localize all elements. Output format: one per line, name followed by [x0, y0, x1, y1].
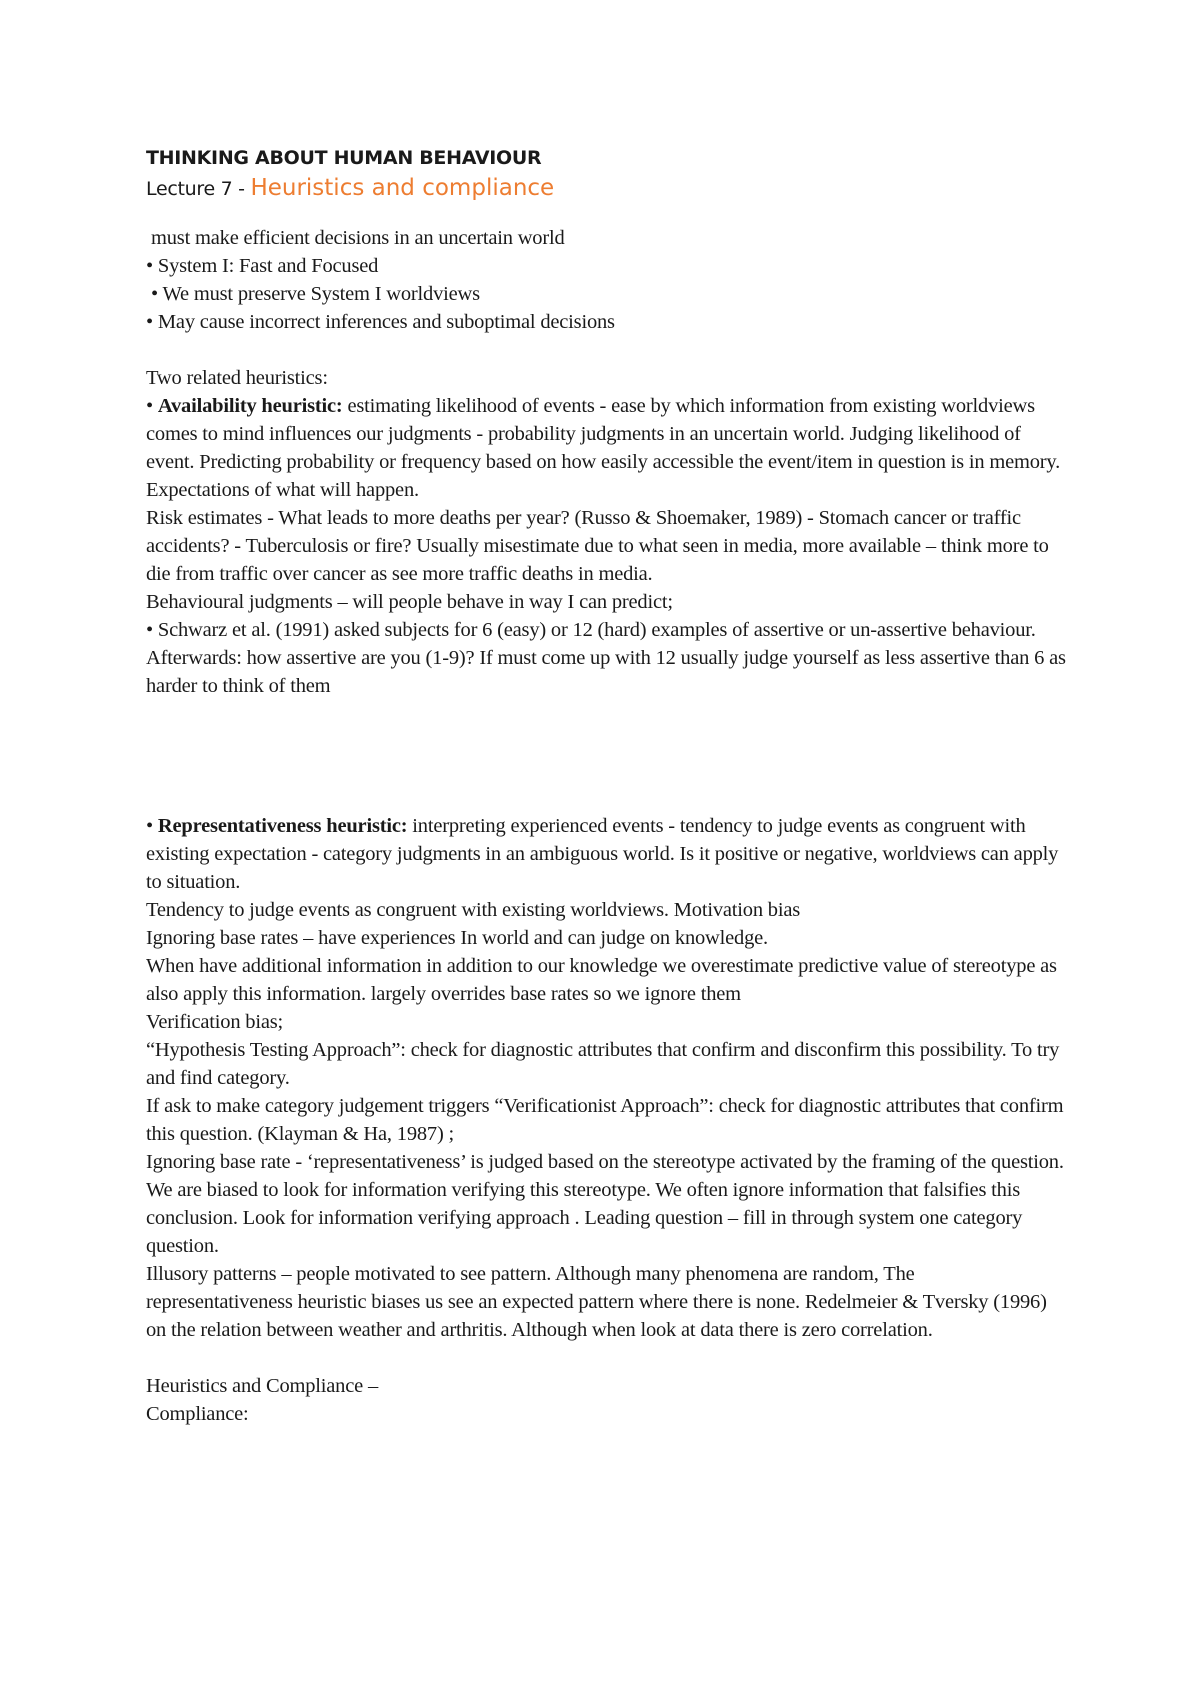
availability-term: Availability heuristic:	[157, 394, 343, 417]
representativeness-term: Representativeness heuristic:	[157, 814, 408, 837]
rep-paragraph: Tendency to judge events as congruent with existing worldviews. Motivation bias	[146, 898, 801, 921]
document-page	[146, 147, 1066, 1428]
schwarz-paragraph: • Schwarz et al. (1991) asked subjects for 6 (easy) or 12 (hard) examples of assertive or un-assertive behaviour. Afterwards: how assertive are you (1-9)? If must come up with 12 usually judge yourself as less assertive than 6 as harder to think of them	[146, 618, 1066, 697]
rep-paragraph: Ignoring base rates – have experiences In world and can judge on knowledge.	[146, 926, 768, 949]
behavioural-paragraph: Behavioural judgments – will people behave in way I can predict;	[146, 590, 673, 613]
compliance-heading: Heuristics and Compliance –	[146, 1374, 379, 1397]
intro-line: • May cause incorrect inferences and suboptimal decisions	[146, 310, 615, 333]
intro-line: • System I: Fast and Focused	[146, 254, 379, 277]
rep-paragraph: If ask to make category judgement triggers “Verificationist Approach”: check for diagnostic attributes that confirm this question. (Klayman & Ha, 1987) ;	[146, 1094, 1064, 1145]
lecture-label: Lecture 7 -	[146, 177, 251, 200]
compliance-label: Compliance:	[146, 1402, 249, 1425]
representativeness-text: interpreting experienced events - tendency to judge events as congruent with existing expectation - category judgments in an ambiguous world. Is it positive or negative, worldviews can apply to situation.	[146, 814, 1059, 893]
rep-paragraph: “Hypothesis Testing Approach”: check for diagnostic attributes that confirm and disconfirm this possibility. To try and find category.	[146, 1038, 1060, 1089]
lecture-heading	[146, 174, 1066, 204]
document-title: THINKING ABOUT HUMAN BEHAVIOUR	[146, 147, 542, 169]
intro-line: must make efficient decisions in an uncertain world	[151, 226, 565, 249]
intro-line: • We must preserve System I worldviews	[151, 282, 480, 305]
lecture-topic: Heuristics and compliance	[250, 174, 555, 201]
rep-paragraph: Ignoring base rate - ‘representativeness’ is judged based on the stereotype activated by the framing of the question. We are biased to look for information verifying this stereotype. We often ignore information that falsifies this conclusion. Look for information verifying approach . Leading question – fill in through system one category question.	[146, 1150, 1064, 1257]
availability-text: estimating likelihood of events - ease by which information from existing worldviews comes to mind influences our judgments - probability judgments in an uncertain world. Judging likelihood of event. Predicting probability or frequency based on how easily accessible the event/item in question is in memory. Expectations of what will happen.	[146, 394, 1061, 501]
availability-paragraph	[146, 392, 1066, 504]
rep-paragraph: When have additional information in addition to our knowledge we overestimate predictive value of stereotype as also apply this information. largely overrides base rates so we ignore them	[146, 954, 1057, 1005]
bullet: •	[146, 394, 158, 417]
related-heading: Two related heuristics:	[146, 366, 328, 389]
rep-paragraph: Illusory patterns – people motivated to see pattern. Although many phenomena are random, The representativeness heuristic biases us see an expected pattern where there is none. Redelmeier & Tversky (1996) on the relation between weather and arthritis. Although when look at data there is zero correlation.	[146, 1262, 1047, 1341]
rep-paragraph: Verification bias;	[146, 1010, 284, 1033]
risk-paragraph: Risk estimates - What leads to more deaths per year? (Russo & Shoemaker, 1989) - Stomach cancer or traffic accidents? - Tuberculosis or fire? Usually misestimate due to what seen in media, more available – think more to die from traffic over cancer as see more traffic deaths in media.	[146, 506, 1049, 585]
bullet: •	[146, 814, 158, 837]
representativeness-paragraph	[146, 812, 1066, 896]
intro-section	[146, 224, 1066, 1428]
